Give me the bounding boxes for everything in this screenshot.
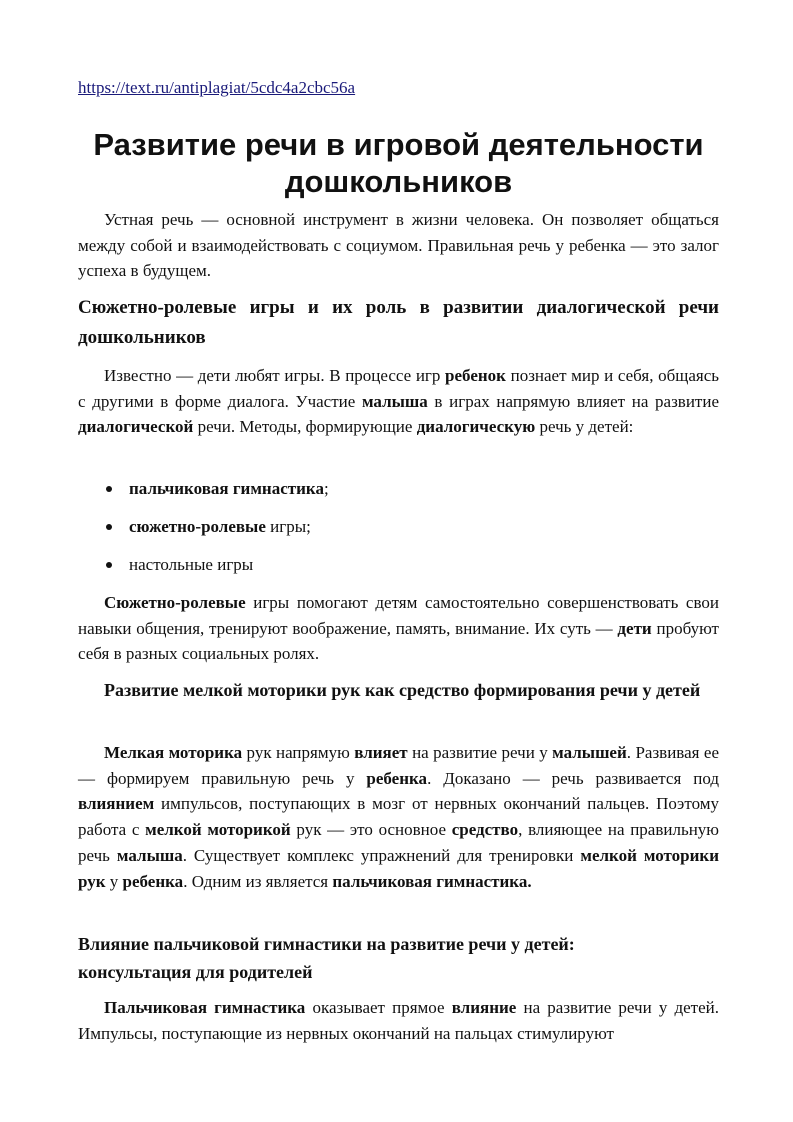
bold-run: Сюжетно-ролевые — [104, 593, 246, 612]
text-run: на развитие речи у — [407, 743, 553, 762]
text-run: пробуют себя в разных социальных ролях. — [78, 618, 719, 664]
bold-run: средство — [451, 820, 519, 840]
bold-run: мелкой моторики рук — [78, 845, 719, 891]
text-run: речи. Методы, формирующие — [193, 417, 417, 437]
bold-run: малыша — [116, 845, 183, 865]
methods-list — [78, 476, 719, 590]
text-run: рук — это основное — [290, 820, 452, 840]
bold-run: дети — [617, 618, 652, 638]
text-run: . Существует комплекс упражнений для тренировки — [182, 845, 581, 865]
text-run: рук напрямую — [242, 743, 355, 762]
text-run: . Одним из является — [183, 871, 333, 891]
document-title — [78, 126, 719, 200]
bold-run: влияет — [354, 743, 408, 762]
heading-line-2: консультация для родителей — [78, 962, 313, 982]
bold-run: влияние — [451, 998, 517, 1017]
bold-run: мелкой моторикой — [145, 820, 291, 840]
title-line-1: Развитие речи в игровой деятельности — [93, 127, 704, 162]
bold-run: диалогической — [78, 417, 194, 437]
text-run: игры помогают детям самостоятельно совершенствовать свои навыки общения, тренируют воображение, память, внимание. Их суть — — [78, 593, 719, 638]
heading-line-1: Влияние пальчиковой гимнастики на развитие речи у детей: — [78, 934, 575, 954]
bold-run: ребенка — [366, 768, 428, 788]
text-run: в играх напрямую влияет на развитие — [427, 391, 719, 411]
intro-paragraph: Устная речь — основной инструмент в жизни человека. Он позволяет общаться между собой и взаимодействовать с социумом. Правильная речь у ребенка — это залог успеха в будущем. — [78, 210, 719, 281]
source-link[interactable]: https://text.ru/antiplagiat/5cdc4a2cbc56a — [78, 78, 356, 97]
bold-run: Мелкая моторика — [104, 743, 243, 762]
bold-run: пальчиковая гимнастика — [129, 479, 324, 498]
roleplay-paragraph — [78, 363, 719, 440]
bold-run: ребенок — [445, 366, 506, 385]
roleplay-summary-paragraph — [78, 590, 719, 667]
bold-run: диалогическую — [416, 417, 536, 437]
bold-run: сюжетно-ролевые — [129, 517, 266, 536]
list-item — [78, 514, 719, 552]
bold-run: ребенка — [122, 871, 184, 891]
list-item — [78, 476, 719, 514]
text-run: . Развивая ее — формируем правильную речь у — [78, 743, 719, 788]
list-item — [78, 552, 719, 590]
text-run: у — [105, 871, 123, 891]
bold-run: пальчиковая гимнастика. — [332, 871, 532, 891]
text-run: познает мир и себя, общаясь с другими в форме диалога. Участие — [78, 366, 719, 411]
section-heading-roleplay: Сюжетно-ролевые игры и их роль в развитии диалогической речи дошкольников — [78, 297, 719, 348]
text-run: , влияющее на правильную речь — [78, 820, 719, 865]
text-run: на развитие речи у детей. Импульсы, поступающие из нервных окончаний на пальцах стимулируют — [78, 998, 719, 1043]
text-run: импульсов, поступающих в мозг от нервных окончаний пальцев. Поэтому работа с — [78, 794, 719, 840]
section-heading-finger-gymnastics — [78, 930, 719, 986]
bold-run: малыша — [361, 391, 428, 411]
motor-skills-paragraph — [78, 740, 719, 894]
text-run: . Доказано — речь развивается под — [427, 768, 719, 788]
section-heading-motor-skills: Развитие мелкой моторики рук как средство формирования речи у детей — [104, 680, 701, 700]
bold-run: Пальчиковая гимнастика — [104, 998, 306, 1017]
text-run: игры; — [265, 517, 311, 536]
bold-run: малышей — [552, 743, 627, 762]
text-run: оказывает прямое — [305, 998, 452, 1017]
text-run: речь у детей: — [535, 417, 634, 437]
finger-gymnastics-paragraph — [78, 995, 719, 1046]
text-run: Известно — дети любят игры. В процессе игр — [104, 366, 446, 385]
text-run: ; — [323, 479, 329, 498]
title-line-2: дошкольников — [284, 164, 513, 199]
text-run: настольные игры — [129, 555, 254, 574]
bold-run: влиянием — [78, 794, 155, 814]
